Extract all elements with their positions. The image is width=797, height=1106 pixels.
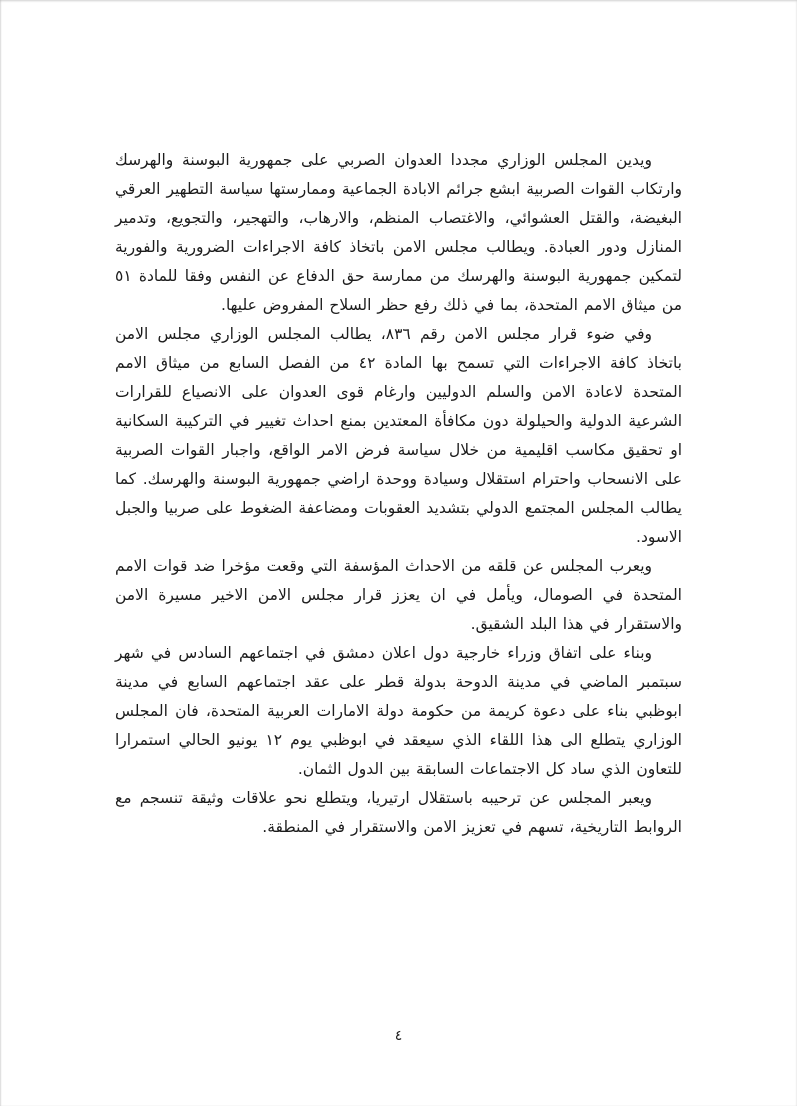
paragraph-somalia-un-forces: ويعرب المجلس عن قلقه من الاحداث المؤسفة التي وقعت مؤخرا ضد قوات الامم المتحدة في الصومال، ويأمل في ان يعزز قرار مجلس الامن الاخير مسيرة الامن والاستقرار في هذا البلد الشقيق. (115, 557, 682, 633)
paragraph-condemnation-serbian-aggression: ويدين المجلس الوزاري مجددا العدوان الصربي على جمهورية البوسنة والهرسك وارتكاب القوات الصربية ابشع جرائم الابادة الجماعية وممارستها سياسة التطهير العرقي البغيضة، والقتل العشوائي، والاغتصاب المنظم، والارهاب، والتهجير، والتجويع، وتدمير المنازل ودور العبادة. ويطالب مجلس الامن باتخاذ كافة الاجراءات الضرورية والفورية لتمكين جمهورية البوسنة والهرسك من ممارسة حق الدفاع عن النفس وفقا للمادة ٥١ من ميثاق الامم المتحدة، بما في ذلك رفع حظر السلاح المفروض عليها. (115, 151, 682, 314)
paragraph-damascus-declaration-meeting: وبناء على اتفاق وزراء خارجية دول اعلان دمشق في اجتماعهم السادس في شهر سبتمبر الماضي في مدينة الدوحة بدولة قطر على عقد اجتماعهم السابع في مدينة ابوظبي بناء على دعوة كريمة من حكومة دولة الامارات العربية المتحدة، فان المجلس الوزاري يتطلع الى هذا اللقاء الذي سيعقد في ابوظبي يوم ١٢ يونيو الحالي استمرارا للتعاون الذي ساد كل الاجتماعات السابقة بين الدول الثمان. (115, 644, 682, 778)
page-number: ٤ (394, 1028, 403, 1044)
paragraph-security-council-resolution-836: وفي ضوء قرار مجلس الامن رقم ٨٣٦، يطالب المجلس الوزاري مجلس الامن باتخاذ كافة الاجراءات التي تسمح بها المادة ٤٢ من الفصل السابع من ميثاق الامم المتحدة لاعادة الامن والسلم الدوليين وارغام قوى العدوان على الانصياع للقرارات الشرعية الدولية والحيلولة دون مكافأة المعتدين بمنع احداث تغيير في التركيبة السكانية او تحقيق مكاسب اقليمية من خلال سياسة فرض الامر الواقع، واجبار القوات الصربية على الانسحاب واحترام استقلال وسيادة ووحدة اراضي جمهورية البوسنة والهرسك. كما يطالب المجلس المجتمع الدولي بتشديد العقوبات ومضاعفة الضغوط على صربيا والجبل الاسود. (115, 325, 682, 546)
document-text-block (115, 146, 682, 842)
paragraph-eritrea-independence: ويعبر المجلس عن ترحيبه باستقلال ارتيريا، ويتطلع نحو علاقات وثيقة تنسجم مع الروابط التاريخية، تسهم في تعزيز الامن والاستقرار في المنطقة. (115, 789, 682, 836)
